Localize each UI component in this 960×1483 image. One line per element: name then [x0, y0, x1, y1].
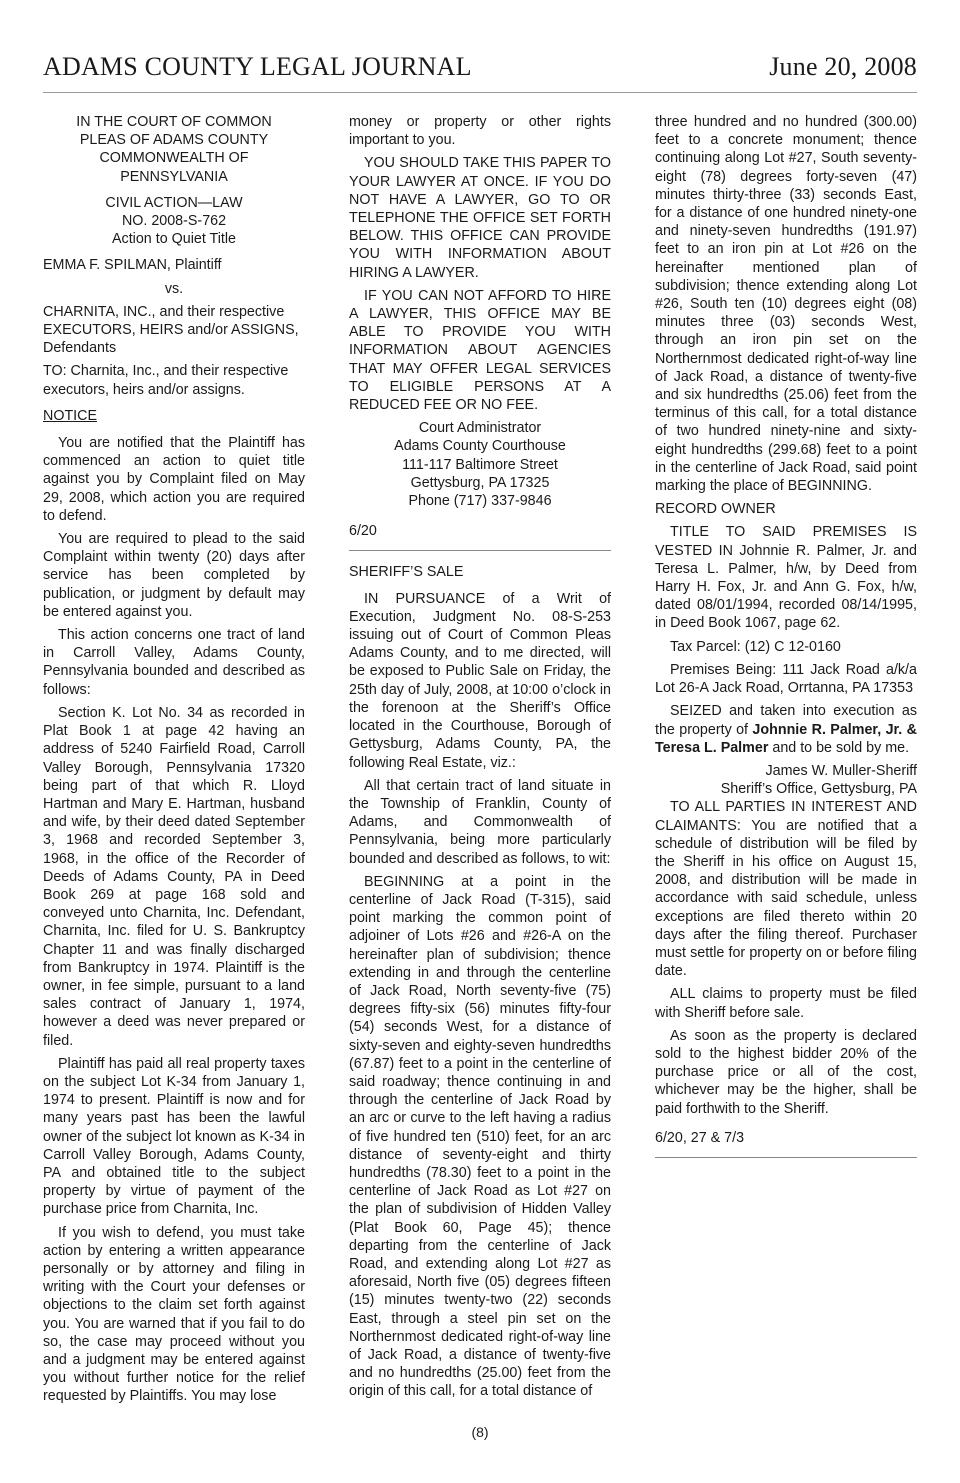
- plaintiff: EMMA F. SPILMAN, Plaintiff: [43, 257, 222, 274]
- issue-date: June 20, 2008: [769, 52, 917, 81]
- paragraph: Plaintiff has paid all real property taxes on the subject Lot K-34 from January 1, 1974 to present. Plaintiff is now and for many years past has been the lawful owner of the subject lot known as K-34 in Carroll Valley Borough, Adams County, PA and obtained title to the subject property by virtue of payment of the purchase price from Charnita, Inc.: [43, 1055, 305, 1218]
- notice-heading: NOTICE: [43, 407, 98, 424]
- paragraph: TITLE TO SAID PREMISES IS VESTED IN Johnnie R. Palmer, Jr. and Teresa L. Palmer, h/w, by Deed from Harry H. Fox, Jr. and Ann G. Fox, h/w, dated 08/01/1994, recorded 08/14/1995, in Deed Book 1067, page 62.: [655, 524, 917, 632]
- sheriff-signature: [655, 762, 917, 798]
- paragraph: three hundred and no hundred (300.00) feet to a concrete monument; thence continuing along Lot #27, South seventy-eight (78) degrees forty-seven (47) minutes thirty-three (33) seconds East, for a distance of one hundred ninety-one and ninety-seven hundredths (191.97) feet to an iron pin at Lot #26 on the hereinafter mentioned plan of subdivision; thence extending along Lot #26, South ten (10) degrees eight (08) minutes three (03) seconds West, through an iron pin set on the Northernmost dedicated right-of-way line of Jack Road, a distance of twenty-five and six hundredths (25.06) feet from the terminus of this call, for a total distance of two hundred ninety-nine and sixty-eight hundredths (299.68) feet to a point in the centerline of Jack Road, said point marking the place of BEGINNING.: [655, 114, 917, 495]
- defendants: CHARNITA, INC., and their respective EXECUTORS, HEIRS and/or ASSIGNS, Defendants: [43, 303, 299, 357]
- versus: vs.: [164, 280, 184, 297]
- address-line: Court Administrator: [418, 420, 542, 437]
- court-line: COMMONWEALTH OF: [99, 150, 249, 167]
- case-line: CIVIL ACTION—LAW: [105, 194, 243, 211]
- paragraph: IN PURSUANCE of a Writ of Execution, Judgment No. 08-S-253 issuing out of Court of Common Pleas Adams County, and to me directed, will be exposed to Public Sale on Friday, the 25th day of July, 2008, at 10:00 o’clock in the forenoon at the Sheriff’s Office located in the Courthouse, Borough of Gettysburg, Adams County, PA, the following Real Estate, viz.:: [349, 590, 611, 771]
- paragraph: As soon as the property is declared sold to the highest bidder 20% of the purchase price or all of the cost, whichever may be the higher, shall be paid forthwith to the Sheriff.: [655, 1027, 917, 1117]
- paragraph: Section K. Lot No. 34 as recorded in Plat Book 1 at page 42 having an address of 5240 Fairfield Road, Carroll Valley Borough, Pennsylvania 17320 being part of that which R. Lloyd Hartman and Mary E. Hartman, husband and wife, by their deed dated September 3, 1968 and recorded September 3, 1968, in the office of the Recorder of Deeds of Adams County, PA in Deed Book 269 at page 168 sold and conveyed unto Charnita, Inc. Defendant, Charnita, Inc. filed for U. S. Bankruptcy Chapter 11 and was finally discharged from Bankruptcy in 1974. Plaintiff is the owner, in fee simple, pursuant to a land sales contract of January 1, 1974, however a deed was never prepared or filed.: [43, 704, 305, 1049]
- paragraph: IF YOU CAN NOT AFFORD TO HIRE A LAWYER, THIS OFFICE MAY BE ABLE TO PROVIDE YOU WITH INFORMATION ABOUT AGENCIES THAT MAY OFFER LEGAL SERVICES TO ELIGIBLE PERSONS AT A REDUCED FEE OR NO FEE.: [349, 287, 611, 414]
- court-line: PLEAS OF ADAMS COUNTY: [79, 132, 269, 149]
- court-caption: [43, 113, 305, 186]
- record-owner-heading: RECORD OWNER: [655, 501, 776, 518]
- sheriff-office: Sheriff’s Office, Gettysburg, PA: [720, 781, 917, 798]
- address-line: Adams County Courthouse: [394, 438, 566, 455]
- journal-title: ADAMS COUNTY LEGAL JOURNAL: [43, 52, 472, 81]
- paragraph: This action concerns one tract of land in Carroll Valley, Adams County, Pennsylvania bounded and described as follows:: [43, 627, 305, 698]
- paragraph: You are notified that the Plaintiff has commenced an action to quiet title against you by Complaint filed on May 29, 2008, which action you are required to defend.: [43, 435, 305, 524]
- masthead-rule: [43, 92, 917, 93]
- court-line: PENNSYLVANIA: [120, 168, 228, 185]
- column-3: [655, 113, 917, 1170]
- address-line: 111-117 Baltimore Street: [402, 456, 558, 473]
- court-line: IN THE COURT OF COMMON: [76, 114, 272, 130]
- section-divider: [349, 550, 611, 551]
- publication-date: 6/20: [349, 523, 377, 540]
- owner-names: Johnnie R. Palmer, Jr. & Teresa L. Palmer: [655, 721, 917, 756]
- sheriff-name: James W. Muller-Sheriff: [765, 762, 917, 779]
- column-2: [349, 113, 611, 1406]
- seized-text: and to be sold by me.: [768, 739, 910, 756]
- sale-heading: SHERIFF’S SALE: [349, 564, 464, 581]
- court-administrator-address: [349, 419, 611, 510]
- paragraph: TO ALL PARTIES IN INTEREST AND CLAIMANTS: You are notified that a schedule of distribution will be filed by the Sheriff in his office on August 15, 2008, and distribution will be made in accordance with said schedule, unless exceptions are filed thereto within 20 days after the filing thereof. Purchaser must settle for property on or before filing date.: [655, 799, 917, 980]
- publication-dates: 6/20, 27 & 7/3: [655, 1129, 745, 1146]
- tax-parcel: Tax Parcel: (12) C 12-0160: [670, 638, 841, 655]
- paragraph: You are required to plead to the said Complaint within twenty (20) days after service has been completed by publication, or judgment by default may be entered against you.: [43, 531, 305, 620]
- page-number: (8): [471, 1424, 489, 1440]
- paragraph: If you wish to defend, you must take action by entering a written appearance personally or by attorney and filing in writing with the Court your defenses or objections to the claim set forth against you. You are warned that if you fail to do so, the case may proceed without you and a judgment may be entered against you without further notice for the relief requested by Plaintiffs. You may lose: [43, 1224, 305, 1405]
- case-caption: [43, 194, 305, 249]
- paragraph: All that certain tract of land situate in the Township of Franklin, County of Adams, and Commonwealth of Pennsylvania, being more particularly bounded and described as follows, to wit:: [349, 777, 611, 867]
- seized-text: SEIZED and taken into execution as the property of: [655, 703, 917, 738]
- paragraph: money or property or other rights important to you.: [349, 114, 611, 149]
- premises: Premises Being: 111 Jack Road a/k/a Lot 26-A Jack Road, Orrtanna, PA 17353: [655, 661, 917, 697]
- case-line: Action to Quiet Title: [112, 231, 236, 248]
- case-number: NO. 2008-S-762: [121, 213, 227, 230]
- seized-paragraph: [655, 702, 917, 757]
- column-1: [43, 113, 305, 1411]
- addressee: TO: Charnita, Inc., and their respective executors, heirs and/or assigns.: [43, 363, 289, 398]
- masthead: [43, 52, 917, 82]
- paragraph: BEGINNING at a point in the centerline of Jack Road (T-315), said point marking the common point of adjoiner of Lots #26 and #26-A on the hereinafter plan of subdivision; thence extending in and through the centerline of Jack Road, North seventy-five (75) degrees fifty-six (56) minutes fifty-four (54) seconds West, for a distance of sixty-seven and eighty-seven hundredths (67.87) feet to a point in the centerline of said roadway; thence continuing in and through the centerline of Jack Road by an arc or curve to the left having a radius of five hundred ten (510) feet, for an arc distance of seventy-eight and thirty hundredths (78.30) feet to a point in the centerline of Jack Road as Lot #27 on the plan of subdivision of Hidden Valley (Plat Book 60, Page 45); thence departing from the centerline of Jack Road, and extending along Lot #27 as aforesaid, North five (05) degrees fifteen (15) minutes twenty-two (22) seconds East, through a steel pin set on the Northernmost dedicated right-of-way line of Jack Road, a distance of twenty-five and no hundredths (25.00) feet from the origin of this call, for a total distance of: [349, 873, 611, 1400]
- section-divider: [655, 1157, 917, 1158]
- paragraph: ALL claims to property must be filed with Sheriff before sale.: [655, 986, 917, 1021]
- phone: Phone (717) 337-9846: [408, 493, 552, 510]
- address-line: Gettysburg, PA 17325: [410, 474, 550, 491]
- paragraph: YOU SHOULD TAKE THIS PAPER TO YOUR LAWYER AT ONCE. IF YOU DO NOT HAVE A LAWYER, GO TO OR TELEPHONE THE OFFICE SET FORTH BELOW. THIS OFFICE CAN PROVIDE YOU WITH INFORMATION ABOUT HIRING A LAWYER.: [349, 155, 611, 281]
